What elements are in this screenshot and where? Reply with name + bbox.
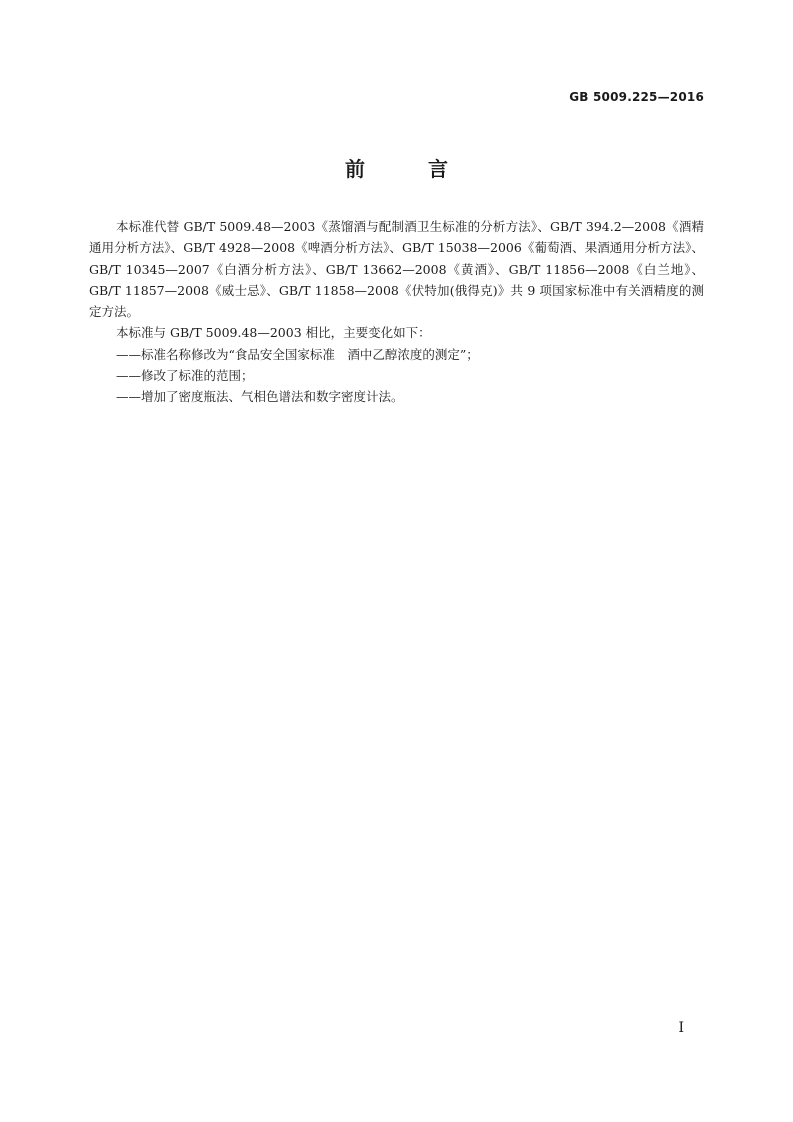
standard-code: GB 5009.225—2016 xyxy=(569,90,704,104)
change-item-name: ——标准名称修改为“食品安全国家标准 酒中乙醇浓度的测定”； xyxy=(116,346,479,362)
page-number: I xyxy=(678,1020,684,1036)
change-item-methods: ——增加了密度瓶法、气相色谱法和数字密度计法。 xyxy=(116,389,404,405)
paragraph-changes-intro: 本标准与 GB/T 5009.48—2003 相比，主要变化如下： xyxy=(116,325,431,341)
page-title: 前 言 xyxy=(345,157,476,181)
paragraph-replacement: 本标准代替 GB/T 5009.48—2003《蒸馏酒与配制酒卫生标准的分析方法》、GB/T 394.2—2008《酒精通用分析方法》、GB/T 4928—2008《啤酒分析方法》、GB/T 15038—2006《葡萄酒、果酒通用分析方法》、GB/T 10345—2007《白酒分析方法》、GB/T 13662—2008《黄酒》、GB/T 11856—2008《白兰地》、GB/T 11857—2008《威士忌》、GB/T 11858—2008《伏特加(俄得克)》共 9 项国家标准中有关酒精度的测定方法。 xyxy=(89,219,704,320)
change-item-scope: ——修改了标准的范围； xyxy=(116,368,254,384)
document-body xyxy=(89,216,704,408)
